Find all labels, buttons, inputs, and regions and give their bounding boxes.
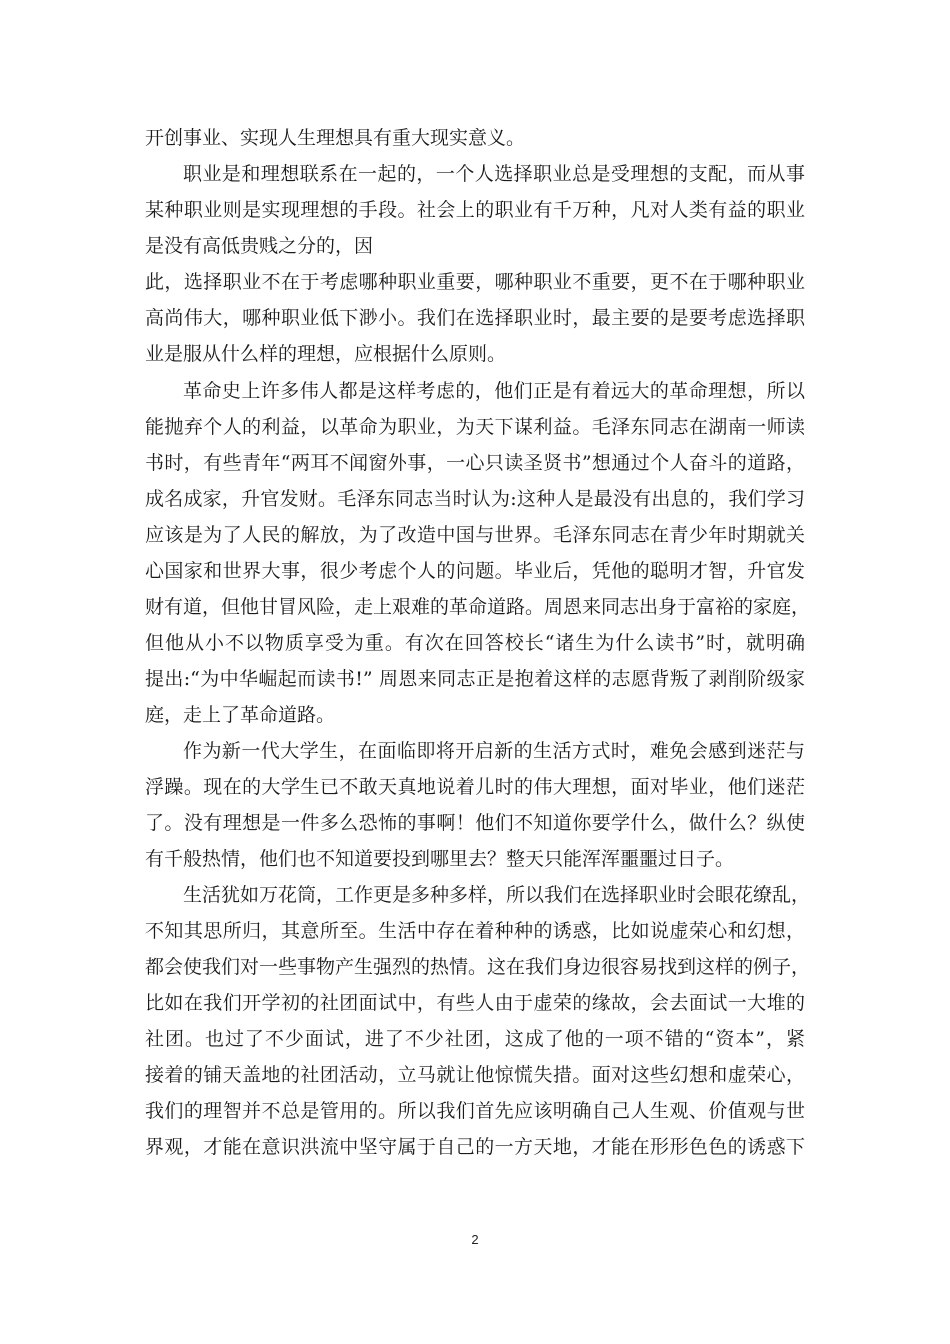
text-line: 作为新一代大学生，在面临即将开启新的生活方式时，难免会感到迷茫与 [183,740,805,762]
text-line: 开创事业、实现人生理想具有重大现实意义。 [145,127,526,149]
text-line: 心国家和世界大事，很少考虑个人的问题。毕业后，凭他的聪明才智，升官发 [145,560,805,582]
text-line: 接着的铺天盖地的社团活动，立马就让他惊慌失措。面对这些幻想和虚荣心， [145,1064,805,1086]
page-number: 2 [471,1232,479,1247]
text-line: 界观，才能在意识洪流中坚守属于自己的一方天地，才能在形形色色的诱惑下 [145,1136,805,1158]
text-line: 业是服从什么样的理想，应根据什么原则。 [145,343,507,365]
text-line: 有千般热情，他们也不知道要投到哪里去？整天只能浑浑噩噩过日子。 [145,848,735,870]
text-line: 都会使我们对一些事物产生强烈的热情。这在我们身边很容易找到这样的例子， [145,956,811,978]
text-line: 是没有高低贵贱之分的，因 [145,235,374,257]
text-line: 但他从小不以物质享受为重。有次在回答校长“诸生为什么读书”时，就明确 [145,632,805,654]
text-line: 浮躁。现在的大学生已不敢天真地说着儿时的伟大理想，面对毕业，他们迷茫 [145,776,805,798]
text-line: 不知其思所归，其意所至。生活中存在着种种的诱惑，比如说虚荣心和幻想， [145,920,805,942]
text-line: 此，选择职业不在于考虑哪种职业重要，哪种职业不重要，更不在于哪种职业 [145,271,805,293]
text-line: 革命史上许多伟人都是这样考虑的，他们正是有着远大的革命理想，所以 [183,380,805,402]
text-line: 庭，走上了革命道路。 [145,704,336,726]
text-line: 高尚伟大，哪种职业低下渺小。我们在选择职业时，最主要的是要考虑选择职 [145,307,805,329]
text-line: 职业是和理想联系在一起的，一个人选择职业总是受理想的支配，而从事 [183,163,805,185]
text-line: 生活犹如万花筒，工作更是多种多样，所以我们在选择职业时会眼花缭乱， [183,884,811,906]
text-line: 某种职业则是实现理想的手段。社会上的职业有千万种，凡对人类有益的职业 [145,199,805,221]
text-line: 书时，有些青年“两耳不闻窗外事，一心只读圣贤书”想通过个人奋斗的道路， [145,452,805,474]
text-line: 比如在我们开学初的社团面试中，有些人由于虚荣的缘故，会去面试一大堆的 [145,992,805,1014]
text-line: 能抛弃个人的利益，以革命为职业，为天下谋利益。毛泽东同志在湖南一师读 [145,416,805,438]
text-line: 了。没有理想是一件多么恐怖的事啊！他们不知道你要学什么，做什么？纵使 [145,812,805,834]
text-line: 提出:“为中华崛起而读书!” 周恩来同志正是抱着这样的志愿背叛了剥削阶级家 [145,668,805,690]
text-line: 我们的理智并不总是管用的。所以我们首先应该明确自己人生观、价值观与世 [145,1100,805,1122]
text-line: 社团。也过了不少面试，进了不少社团，这成了他的一项不错的“资本”，紧 [145,1028,805,1050]
text-line: 财有道，但他甘冒风险，走上艰难的革命道路。周恩来同志出身于富裕的家庭， [145,596,811,618]
text-line: 应该是为了人民的解放，为了改造中国与世界。毛泽东同志在青少年时期就关 [145,524,805,546]
text-line: 成名成家，升官发财。毛泽东同志当时认为:这种人是最没有出息的，我们学习 [145,488,805,510]
